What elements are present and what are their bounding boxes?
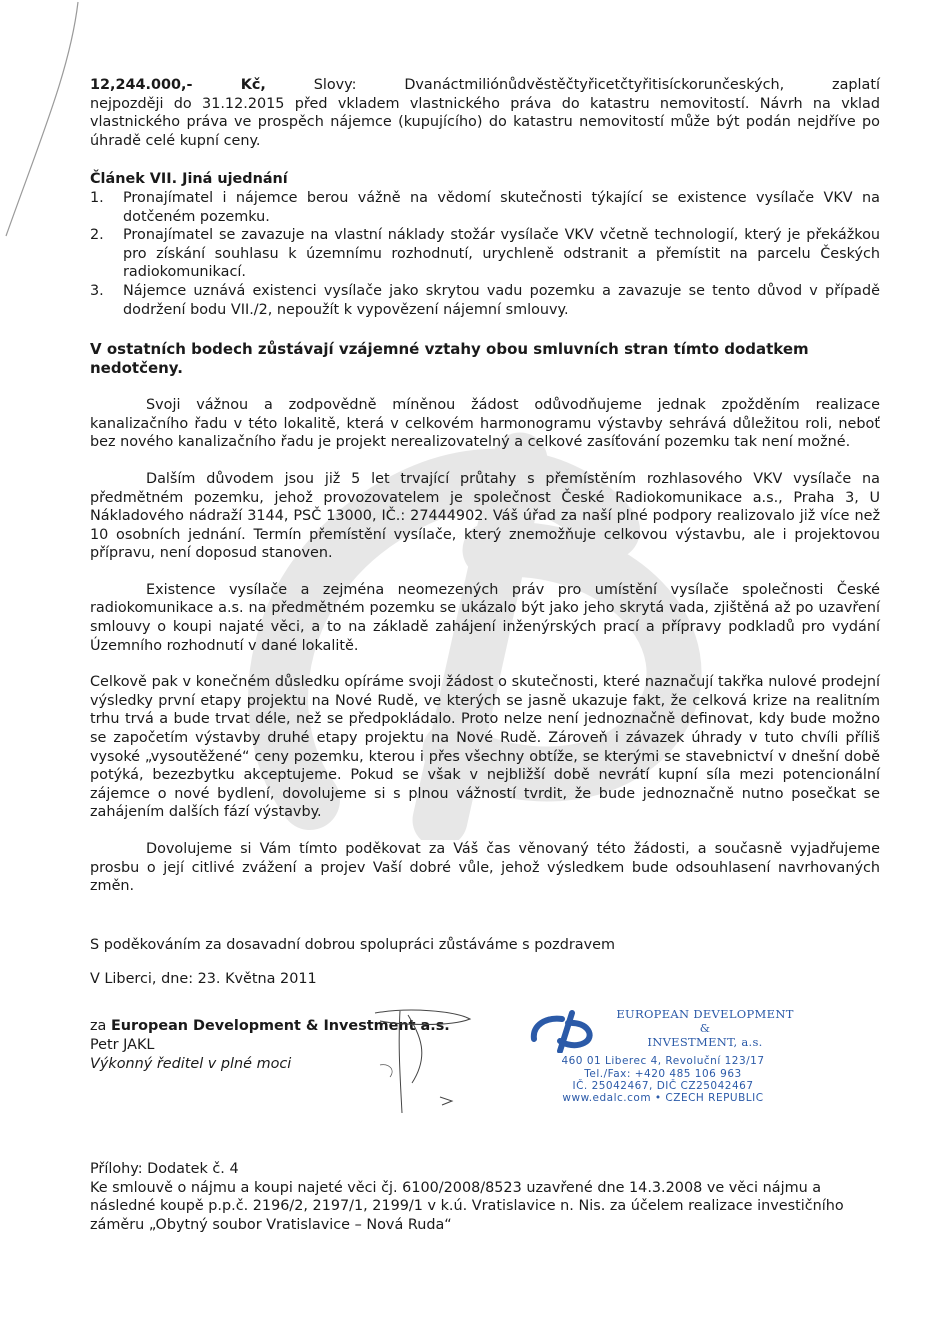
paragraph-reason-sewer: Svoji vážnou a zodpovědně míněnou žádost odůvodňujeme jednak zpožděním realizace kanalizačního řadu v této lokalitě, která v celkovém harmonogramu výstavby sehrává důležitou roli, neboť bez nového kanalizačního řadu je projekt nerealizovatelný a celkové zasíťování pozemku tak není možné. [90,397,880,451]
attachments-section [90,1160,880,1234]
article-items [90,189,880,319]
stamp-ids: IČ. 25042467, DIČ CZ25042467 [572,1079,754,1092]
article-heading: Článek VII. Jiná ujednání [90,171,288,188]
article-item-text: Pronajímatel se zavazuje na vlastní náklady stožár vysílače VKV včetně technologií, který je překážkou pro získání souhlasu k územnímu rozhodnutí, urychleně odstranit a přemístit na parcelu Českých radiokomunikací. [123,227,880,281]
article-item-number: 1. [90,189,104,206]
article-item-number: 2. [90,227,104,244]
article-item [90,226,880,282]
stamp-company-name [610,1007,800,1049]
article-item-number: 3. [90,282,104,299]
article-item [90,189,880,226]
unchanged-clause: V ostatních bodech zůstávají vzájemné vztahy obou smluvních stran tímto dodatkem nedotčeny. [90,340,809,378]
paragraph-reason-transmitter: Dalším důvodem jsou již 5 let trvající průtahy s přemístěním rozhlasového VKV vysílače na předmětném pozemku, jehož provozovatelem je společnost České Radiokomunikace a.s., Praha 3, U Nákladového nádraží 3144, PSČ 13000, IČ.: 27444902. Váš úřad za naší plné podpory realizovalo již více než 10 osobních jednání. Termín přemístění vysílače, který znemožňuje celkovou výstavbu, ale i projektovou přípravu, není doposud stanoven. [90,470,880,562]
company-logo-icon [528,1009,598,1053]
stamp-name-line2: & [699,1020,711,1035]
handwritten-signature [280,1005,500,1115]
payment-line [90,76,880,95]
payment-words: Slovy: Dvanáctmiliónůdvěstěčtyřicetčtyřitisíckorunčeských, zaplatí [313,77,880,93]
payment-amount: 12,244.000,- Kč, [90,77,266,93]
company-stamp [528,1007,798,1117]
signatory-name: Petr JAKL [90,1036,155,1053]
stamp-name-line1: EUROPEAN DEVELOPMENT [616,1006,794,1021]
paragraph-hidden-defect: Existence vysílače a zejména neomezených práv pro umístění vysílače společnosti České radiokomunikace a.s. na předmětném pozemku se ukázalo být jako jeho skrytá vada, zjištěná až po uzavření smlouvy o koupi najaté věci, a to na základě zahájení inženýrských prací a přípravy podkladů pro vydání Územního rozhodnutí v dané lokalitě. [90,581,880,654]
payment-terms: nejpozději do 31.12.2015 před vkladem vlastnického práva do katastru nemovitostí. Návrh na vklad vlastnického práva ve prospěch nájemce (kupujícího) do katastru nemovitostí může být podán nejdříve po úhradě celé kupní ceny. [90,95,880,149]
date-line: V Liberci, dne: 23. Května 2011 [90,971,317,988]
letter-body [90,76,880,1233]
signatory-company: European Development & Investment a.s. [110,1017,450,1034]
article-item-text: Nájemce uznává existenci vysílače jako skrytou vadu pozemku a zavazuje se tento důvod v případě dodržení bodu VII./2, nepoužít k vypovězení nájemní smlouvy. [123,282,880,318]
stamp-phone: Tel./Fax: +420 485 106 963 [584,1067,742,1080]
attachments-text: Ke smlouvě o nájmu a koupi najeté věci čj. 6100/2008/8523 uzavřené dne 14.3.2008 ve věci nájmu a následné koupě p.p.č. 2196/2, 2197/1, 2199/1 v k.ú. Vratislavice n. Nis. za účelem realizace investičního záměru „Obytný soubor Vratislavice – Nová Ruda“ [90,1179,844,1233]
paragraph-thanks: Dovolujeme si Vám tímto poděkovat za Váš čas věnovaný této žádosti, a současně vyjadřujeme prosbu o její citlivé zvážení a projev Vaší dobré vůle, jehož výsledkem bude odsouhlasení navrhovaných změn. [90,841,880,895]
signature-block [90,1006,880,1117]
attachments-label: Přílohy: Dodatek č. 4 [90,1161,239,1177]
stamp-web: www.edalc.com • CZECH REPUBLIC [562,1091,764,1104]
stamp-name-line3: INVESTMENT, a.s. [647,1034,763,1049]
article-item [90,282,880,319]
article-item-text: Pronajímatel i nájemce berou vážně na vědomí skutečnosti týkající se existence vysílače VKV na dotčeném pozemku. [123,189,880,225]
company-prefix: za [90,1017,111,1034]
paragraph-market-crisis: Celkově pak v konečném důsledku opíráme svoji žádost o skutečnosti, které naznačují takřka nulové prodejní výsledky první etapy projektu na Nové Rudě, ve kterých se jasně ukazuje fakt, že celková krize na realitním trhu trvá a bude trvat déle, než se předpokládalo. Proto nelze není jednoznačně definovat, kdy bude možno se započetím výstavby druhé etapy projektu na Nové Rudě. Zároveň i závazek úhrady v tuto chvíli příliš vysoké „vysoutěžené“ ceny pozemku, kterou i přes všechny obtíže, se kterými se stavebnictví v dnešní době potýká, bezezbytku akceptujeme. Pokud se však v nejbližší době nevrátí kupní síla mezi potencionální zájemce o nové bydlení, dovolujeme si s plnou vážností tvrdit, že bude jednoznačně nutno posečkat se zahájením dalších fází výstavby. [90,674,880,821]
stamp-address: 460 01 Liberec 4, Revoluční 123/17 [561,1054,765,1067]
signatory-title: Výkonný ředitel v plné moci [90,1055,292,1072]
scan-edge-mark [0,0,80,240]
closing-line: S poděkováním za dosavadní dobrou spolupráci zůstáváme s pozdravem [90,936,615,953]
